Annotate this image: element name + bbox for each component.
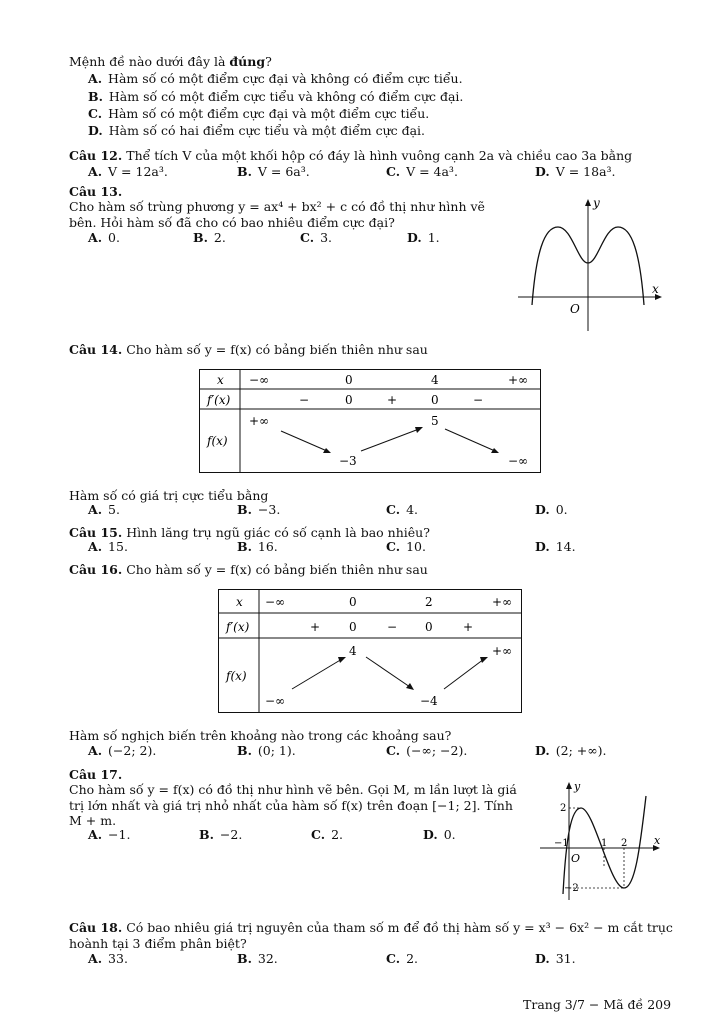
q17-option-a[interactable]: A. −1. xyxy=(88,827,131,842)
q14-x-val-1: 0 xyxy=(345,373,353,387)
q16-arrow-down xyxy=(366,657,410,687)
q14-f-head: f(x) xyxy=(207,434,228,448)
q16-sign-0: + xyxy=(310,620,321,634)
page-footer: Trang 3/7 − Mã đề 209 xyxy=(523,997,672,1012)
q11-option-d[interactable]: D. Hàm số có hai điểm cực tiểu và một điểm cực đại. xyxy=(88,123,426,138)
q11-option-b[interactable]: B. Hàm số có một điểm cực tiểu và không có điểm cực đại. xyxy=(88,89,464,104)
q14-option-b[interactable]: B. −3. xyxy=(237,502,281,517)
q14-variation-table xyxy=(199,369,542,474)
q16-f-head: f(x) xyxy=(226,669,247,683)
q11-option-c[interactable]: C. Hàm số có một điểm cực đại và một điểm cực tiểu. xyxy=(88,106,430,121)
q12-option-c[interactable]: C. V = 4a³. xyxy=(386,164,458,179)
q13-label: Câu 13. xyxy=(69,184,123,199)
q14-f-bot-right: −∞ xyxy=(508,454,529,468)
q15-option-c[interactable]: C. 10. xyxy=(386,539,426,554)
q18-option-b[interactable]: B. 32. xyxy=(237,951,278,966)
q17-stem-line1: Cho hàm số y = f(x) có đồ thị như hình vẽ bên. Gọi M, m lần lượt là giá xyxy=(69,782,517,797)
q17-graph xyxy=(536,778,666,906)
q17-y-label: y xyxy=(574,780,581,793)
q14-sign-0: − xyxy=(299,393,310,407)
q13-origin-label: O xyxy=(570,302,580,316)
q16-x-val-3: +∞ xyxy=(492,595,513,609)
q14-sign-1: 0 xyxy=(345,393,353,407)
q15-option-d[interactable]: D. 14. xyxy=(535,539,576,554)
q16-sign-1: 0 xyxy=(349,620,357,634)
q16-option-c[interactable]: C. (−∞; −2). xyxy=(386,743,468,758)
q17-y-arrow xyxy=(566,782,572,789)
q17-stem-line2: trị lớn nhất và giá trị nhỏ nhất của hàm số f(x) trên đoạn [−1; 2]. Tính xyxy=(69,798,513,813)
q14-stem: Câu 14. Cho hàm số y = f(x) có bảng biến thiên như sau xyxy=(69,342,428,357)
q14-sign-4: − xyxy=(473,393,484,407)
q11-option-a[interactable]: A. Hàm số có một điểm cực đại và không có điểm cực tiểu. xyxy=(88,71,463,86)
q17-option-d[interactable]: D. 0. xyxy=(423,827,456,842)
q13-x-label: x xyxy=(652,282,659,296)
q16-sign-2: − xyxy=(387,620,398,634)
q16-option-a[interactable]: A. (−2; 2). xyxy=(88,743,157,758)
q14-option-d[interactable]: D. 0. xyxy=(535,502,568,517)
q18-stem-line1: Câu 18. Có bao nhiêu giá trị nguyên của tham số m để đồ thị hàm số y = x³ − 6x² − m cắt trục xyxy=(69,920,673,935)
q14-fp-head: f′(x) xyxy=(207,393,231,407)
q16-f-bot-left: −∞ xyxy=(265,694,286,708)
q18-option-d[interactable]: D. 31. xyxy=(535,951,576,966)
q15-option-b[interactable]: B. 16. xyxy=(237,539,278,554)
q13-stem-line2: bên. Hỏi hàm số đã cho có bao nhiêu điểm cực đại? xyxy=(69,215,395,230)
q16-option-b[interactable]: B. (0; 1). xyxy=(237,743,296,758)
q16-question: Hàm số nghịch biến trên khoảng nào trong các khoảng sau? xyxy=(69,728,452,743)
q13-option-a[interactable]: A. 0. xyxy=(88,230,120,245)
q16-fp-head: f′(x) xyxy=(226,620,250,634)
q16-stem: Câu 16. Cho hàm số y = f(x) có bảng biến thiên như sau xyxy=(69,562,428,577)
q15-stem: Câu 15. Hình lăng trụ ngũ giác có số cạnh là bao nhiêu? xyxy=(69,525,430,540)
q16-arrow-up-1 xyxy=(292,659,342,689)
q16-f-top-right: +∞ xyxy=(492,644,513,658)
q14-option-c[interactable]: C. 4. xyxy=(386,502,419,517)
q16-variation-table xyxy=(218,589,523,714)
q18-option-a[interactable]: A. 33. xyxy=(88,951,128,966)
q14-arrow-down-1 xyxy=(281,431,327,451)
q13-option-b[interactable]: B. 2. xyxy=(193,230,226,245)
q14-x-val-0: −∞ xyxy=(249,373,270,387)
q13-option-c[interactable]: C. 3. xyxy=(300,230,333,245)
q15-option-a[interactable]: A. 15. xyxy=(88,539,128,554)
q12-option-a[interactable]: A. V = 12a³. xyxy=(88,164,168,179)
q16-arrow-up-2 xyxy=(444,659,484,689)
q17-origin-label: O xyxy=(571,852,581,865)
q12-stem: Câu 12. Thể tích V của một khối hộp có đáy là hình vuông cạnh 2a và chiều cao 3a bằng xyxy=(69,148,633,163)
q14-option-a[interactable]: A. 5. xyxy=(88,502,120,517)
q12-option-d[interactable]: D. V = 18a³. xyxy=(535,164,616,179)
q14-arrow-up xyxy=(361,429,419,451)
q13-y-arrow xyxy=(585,199,591,206)
q14-x-val-3: +∞ xyxy=(508,373,529,387)
q17-tick-minus1: −1 xyxy=(554,838,569,849)
q17-x-label: x xyxy=(654,834,661,847)
q16-f-bot-mid: −4 xyxy=(420,694,438,708)
q12-option-b[interactable]: B. V = 6a³. xyxy=(237,164,310,179)
q14-question: Hàm số có giá trị cực tiểu bằng xyxy=(69,488,269,503)
q17-stem-line3: M + m. xyxy=(69,813,117,828)
q17-option-c[interactable]: C. 2. xyxy=(311,827,344,842)
q16-x-val-1: 0 xyxy=(349,595,357,609)
q16-x-val-2: 2 xyxy=(425,595,433,609)
q18-option-c[interactable]: C. 2. xyxy=(386,951,419,966)
q17-tick-minus2y: −2 xyxy=(564,883,579,894)
q13-option-d[interactable]: D. 1. xyxy=(407,230,440,245)
q17-tick-1: 1 xyxy=(601,838,608,849)
q14-arrow-down-2 xyxy=(445,429,495,451)
q13-y-label: y xyxy=(593,196,600,210)
q13-graph xyxy=(510,193,670,335)
q17-tick-2y: 2 xyxy=(560,803,567,814)
q14-sign-2: + xyxy=(387,393,398,407)
q14-f-bot-mid: −3 xyxy=(339,454,357,468)
q13-stem-line1: Cho hàm số trùng phương y = ax⁴ + bx² + c có đồ thị như hình vẽ xyxy=(69,199,485,214)
q17-label: Câu 17. xyxy=(69,767,123,782)
q16-x-head: x xyxy=(236,595,243,609)
q14-f-top-mid: 5 xyxy=(431,414,439,428)
q14-x-val-2: 4 xyxy=(431,373,439,387)
q14-x-head: x xyxy=(217,373,224,387)
q18-stem-line2: hoành tại 3 điểm phân biệt? xyxy=(69,936,247,951)
q14-f-top-left: +∞ xyxy=(249,414,270,428)
q17-option-b[interactable]: B. −2. xyxy=(199,827,243,842)
q16-f-top-mid: 4 xyxy=(349,644,357,658)
q16-sign-3: 0 xyxy=(425,620,433,634)
q11-stem: Mệnh đề nào dưới đây là đúng? xyxy=(69,54,272,69)
q16-x-val-0: −∞ xyxy=(265,595,286,609)
q16-sign-4: + xyxy=(463,620,474,634)
q14-sign-3: 0 xyxy=(431,393,439,407)
q16-option-d[interactable]: D. (2; +∞). xyxy=(535,743,607,758)
q17-tick-2x: 2 xyxy=(621,838,628,849)
